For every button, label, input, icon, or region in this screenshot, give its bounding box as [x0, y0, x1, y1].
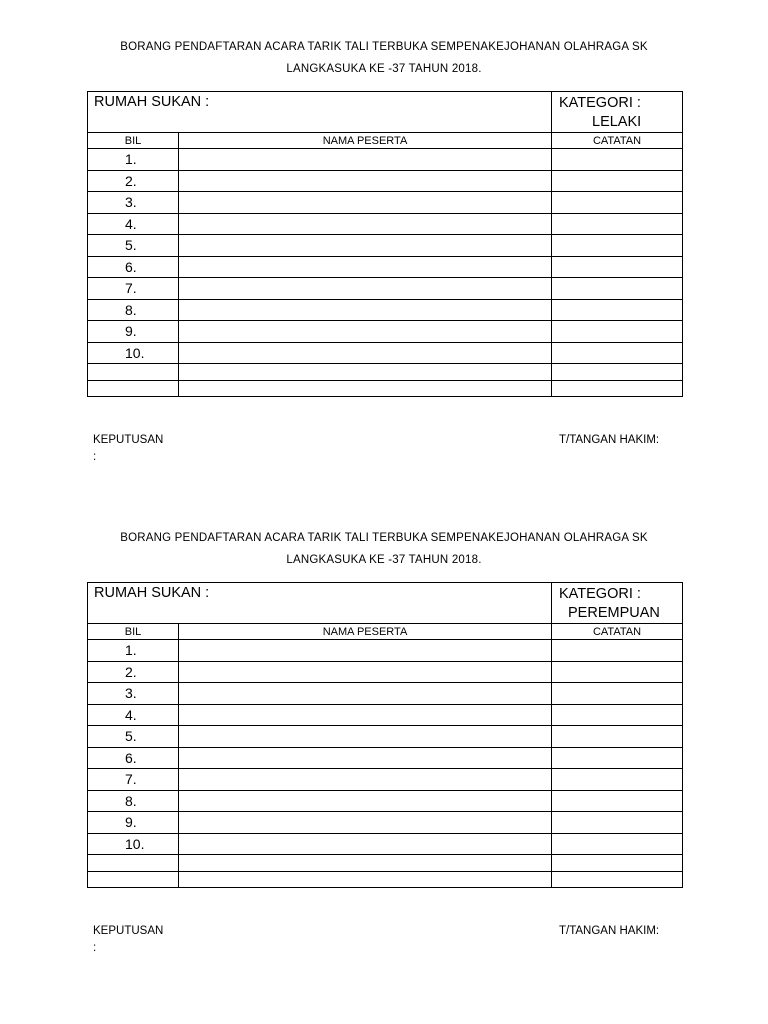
catatan-cell[interactable]: [552, 769, 683, 791]
catatan-cell[interactable]: [552, 192, 683, 214]
row-number: 7.: [88, 278, 179, 300]
nama-peserta-cell[interactable]: [179, 833, 552, 855]
registration-form-lelaki: [0, 36, 768, 463]
nama-peserta-cell[interactable]: [179, 855, 552, 872]
table-row: [88, 192, 683, 214]
nama-peserta-cell[interactable]: [179, 726, 552, 748]
nama-peserta-cell[interactable]: [179, 871, 552, 888]
kategori-field: [552, 583, 683, 624]
nama-peserta-cell[interactable]: [179, 235, 552, 257]
table-row: [88, 640, 683, 662]
nama-peserta-cell[interactable]: [179, 364, 552, 381]
table-row: [88, 726, 683, 748]
column-header-bil: BIL: [88, 624, 179, 640]
kategori-value: LELAKI: [592, 114, 642, 130]
hakim-signature-label: T/TANGAN HAKIM:: [559, 925, 660, 937]
nama-peserta-cell[interactable]: [179, 299, 552, 321]
table-row: [88, 769, 683, 791]
bil-cell[interactable]: [88, 855, 179, 872]
column-header-catatan: CATATAN: [552, 624, 683, 640]
row-number: 2.: [88, 661, 179, 683]
catatan-cell[interactable]: [552, 278, 683, 300]
catatan-cell[interactable]: [552, 364, 683, 381]
hakim-signature-label: T/TANGAN HAKIM:: [559, 434, 660, 446]
catatan-cell[interactable]: [552, 747, 683, 769]
nama-peserta-cell[interactable]: [179, 812, 552, 834]
table-row: [88, 256, 683, 278]
row-number: 3.: [88, 192, 179, 214]
row-number: 9.: [88, 812, 179, 834]
column-header-row: [88, 133, 683, 149]
nama-peserta-cell[interactable]: [179, 640, 552, 662]
rumah-sukan-label: RUMAH SUKAN :: [94, 94, 210, 110]
table-header-row: [88, 583, 683, 624]
table-row: [88, 812, 683, 834]
form-title-line-2: LANGKASUKA KE -37 TAHUN 2018.: [286, 63, 482, 75]
table-row: [88, 683, 683, 705]
catatan-cell[interactable]: [552, 256, 683, 278]
column-header-row: [88, 624, 683, 640]
rumah-sukan-field[interactable]: [88, 92, 552, 133]
row-number: 8.: [88, 790, 179, 812]
row-number: 9.: [88, 321, 179, 343]
row-number: 1.: [88, 640, 179, 662]
nama-peserta-cell[interactable]: [179, 192, 552, 214]
table-row: [88, 299, 683, 321]
table-row: [88, 213, 683, 235]
row-number: 8.: [88, 299, 179, 321]
nama-peserta-cell[interactable]: [179, 149, 552, 171]
keputusan-label: KEPUTUSAN: [93, 925, 164, 937]
kategori-field: [552, 92, 683, 133]
catatan-cell[interactable]: [552, 380, 683, 397]
table-row: [88, 747, 683, 769]
catatan-cell[interactable]: [552, 321, 683, 343]
row-number: 7.: [88, 769, 179, 791]
catatan-cell[interactable]: [552, 790, 683, 812]
form-title-line-1: BORANG PENDAFTARAN ACARA TARIK TALI TERBUKA SEMPENAKEJOHANAN OLAHRAGA SK: [120, 532, 648, 544]
form-title-line-1: BORANG PENDAFTARAN ACARA TARIK TALI TERBUKA SEMPENAKEJOHANAN OLAHRAGA SK: [120, 41, 648, 53]
nama-peserta-cell[interactable]: [179, 661, 552, 683]
rumah-sukan-field[interactable]: [88, 583, 552, 624]
keputusan-field: [93, 432, 163, 466]
bil-cell[interactable]: [88, 380, 179, 397]
catatan-cell[interactable]: [552, 149, 683, 171]
form-title: [0, 527, 768, 571]
nama-peserta-cell[interactable]: [179, 790, 552, 812]
table-row: [88, 149, 683, 171]
table-row: [88, 235, 683, 257]
catatan-cell[interactable]: [552, 661, 683, 683]
nama-peserta-cell[interactable]: [179, 170, 552, 192]
row-number: 3.: [88, 683, 179, 705]
row-number: 5.: [88, 235, 179, 257]
bil-cell[interactable]: [88, 364, 179, 381]
table-row-blank: [88, 380, 683, 397]
registration-table: [87, 91, 683, 397]
row-number: 1.: [88, 149, 179, 171]
row-number: 5.: [88, 726, 179, 748]
catatan-cell[interactable]: [552, 812, 683, 834]
kategori-label: KATEGORI :: [559, 95, 641, 111]
table-row: [88, 278, 683, 300]
column-header-catatan: CATATAN: [552, 133, 683, 149]
keputusan-colon: :: [93, 942, 97, 954]
nama-peserta-cell[interactable]: [179, 380, 552, 397]
catatan-cell[interactable]: [552, 683, 683, 705]
rumah-sukan-label: RUMAH SUKAN :: [94, 585, 210, 601]
catatan-cell[interactable]: [552, 726, 683, 748]
catatan-cell[interactable]: [552, 235, 683, 257]
registration-form-perempuan: [0, 527, 768, 954]
nama-peserta-cell[interactable]: [179, 769, 552, 791]
table-row: [88, 342, 683, 364]
catatan-cell[interactable]: [552, 833, 683, 855]
catatan-cell[interactable]: [552, 704, 683, 726]
nama-peserta-cell[interactable]: [179, 747, 552, 769]
row-number: 10.: [88, 342, 179, 364]
nama-peserta-cell[interactable]: [179, 683, 552, 705]
registration-table: [87, 582, 683, 888]
nama-peserta-cell[interactable]: [179, 704, 552, 726]
row-number: 2.: [88, 170, 179, 192]
nama-peserta-cell[interactable]: [179, 256, 552, 278]
catatan-cell[interactable]: [552, 170, 683, 192]
kategori-value: PEREMPUAN: [568, 605, 660, 621]
column-header-nama-peserta: NAMA PESERTA: [179, 133, 552, 149]
row-number: 4.: [88, 213, 179, 235]
form-title: [0, 36, 768, 80]
catatan-cell[interactable]: [552, 213, 683, 235]
bil-cell[interactable]: [88, 871, 179, 888]
keputusan-field: [93, 923, 163, 957]
nama-peserta-cell[interactable]: [179, 213, 552, 235]
row-number: 4.: [88, 704, 179, 726]
table-row: [88, 661, 683, 683]
table-row: [88, 704, 683, 726]
catatan-cell[interactable]: [552, 640, 683, 662]
nama-peserta-cell[interactable]: [179, 342, 552, 364]
catatan-cell[interactable]: [552, 342, 683, 364]
nama-peserta-cell[interactable]: [179, 321, 552, 343]
row-number: 10.: [88, 833, 179, 855]
column-header-nama-peserta: NAMA PESERTA: [179, 624, 552, 640]
table-row: [88, 833, 683, 855]
row-number: 6.: [88, 747, 179, 769]
kategori-label: KATEGORI :: [559, 586, 641, 602]
catatan-cell[interactable]: [552, 855, 683, 872]
keputusan-colon: :: [93, 451, 97, 463]
column-header-bil: BIL: [88, 133, 179, 149]
catatan-cell[interactable]: [552, 299, 683, 321]
table-header-row: [88, 92, 683, 133]
table-row: [88, 170, 683, 192]
table-row-blank: [88, 855, 683, 872]
table-row: [88, 790, 683, 812]
row-number: 6.: [88, 256, 179, 278]
nama-peserta-cell[interactable]: [179, 278, 552, 300]
table-row-blank: [88, 364, 683, 381]
table-row: [88, 321, 683, 343]
catatan-cell[interactable]: [552, 871, 683, 888]
table-row-blank: [88, 871, 683, 888]
form-title-line-2: LANGKASUKA KE -37 TAHUN 2018.: [286, 554, 482, 566]
keputusan-label: KEPUTUSAN: [93, 434, 164, 446]
